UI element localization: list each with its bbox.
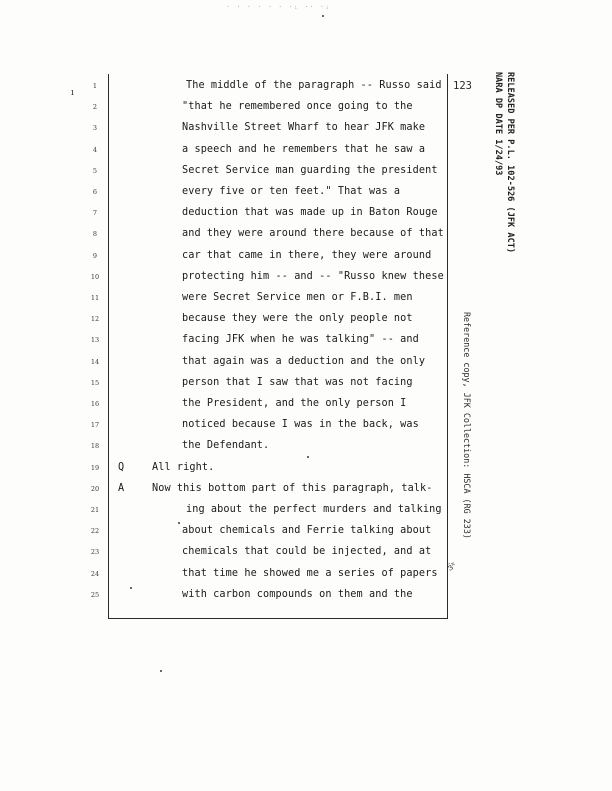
transcript-line: Nashville Street Wharf to hear JFK make xyxy=(182,122,426,134)
page-number: 123 xyxy=(453,80,472,92)
speaker-label: A xyxy=(118,482,125,494)
line-number: 22 xyxy=(90,527,100,536)
line-number: 2 xyxy=(92,103,98,112)
speaker-label: Q xyxy=(118,461,125,473)
transcript-line: that again was a deduction and the only xyxy=(182,355,426,367)
line-number: 1 xyxy=(92,82,98,90)
line-number: 16 xyxy=(90,400,100,408)
transcript-line: The middle of the paragraph -- Russo said xyxy=(186,80,442,91)
transcript-line: Now this bottom part of this paragraph, talk- xyxy=(152,482,433,494)
speck xyxy=(130,587,132,589)
transcript-line: and they were around there because of that xyxy=(182,228,444,240)
line-number: 11 xyxy=(90,294,100,302)
transcript-line: facing JFK when he was talking" -- and xyxy=(182,334,419,346)
release-stamp-text xyxy=(492,72,516,253)
transcript-line: Secret Service man guarding the president xyxy=(182,164,438,176)
line-number: 7 xyxy=(92,209,98,218)
line-number: 24 xyxy=(90,569,100,578)
speck xyxy=(307,456,309,458)
line-number: 23 xyxy=(90,548,100,557)
transcript-line: a speech and he remembers that he saw a xyxy=(182,143,426,155)
line-number: 18 xyxy=(90,442,100,451)
transcript-line: noticed because I was in the back, was xyxy=(182,419,419,431)
line-number: 10 xyxy=(90,272,100,281)
transcript-line: All right. xyxy=(152,461,215,473)
transcript-line: protecting him -- and -- "Russo knew these xyxy=(182,270,444,282)
transcript-line: with carbon compounds on them and the xyxy=(182,588,413,600)
margin-tick-mark: ı xyxy=(71,88,74,98)
transcript-line: car that came in there, they were around xyxy=(182,249,432,261)
transcript-line: because they were the only people not xyxy=(182,313,413,325)
line-number: 12 xyxy=(90,315,100,324)
release-stamp xyxy=(470,72,530,262)
release-stamp-line-2: NARA DP DATE 1/24/93 xyxy=(493,72,503,176)
line-number: 20 xyxy=(90,484,100,493)
speck xyxy=(160,670,162,672)
speck xyxy=(178,522,180,524)
transcript-line: person that I saw that was not facing xyxy=(182,376,413,388)
transcript-line: that time he showed me a series of papers xyxy=(182,567,438,579)
line-number: 5 xyxy=(92,166,98,175)
speck xyxy=(322,15,324,17)
line-number: 21 xyxy=(90,506,100,514)
transcript-line: "that he remembered once going to the xyxy=(182,101,413,113)
line-number: 17 xyxy=(90,421,100,430)
line-number: 8 xyxy=(92,230,98,239)
line-number: 15 xyxy=(90,378,100,387)
line-number: 14 xyxy=(90,357,100,366)
line-number: 19 xyxy=(90,463,100,472)
handwritten-mark: ɜ̈ˣ xyxy=(446,560,459,574)
header-smudge: · · · · · · ·ᵢ ·· ·ᵢ xyxy=(226,3,331,11)
line-number: 6 xyxy=(92,188,98,196)
line-number: 13 xyxy=(90,336,100,345)
transcript-frame xyxy=(108,74,448,619)
transcript-line: were Secret Service men or F.B.I. men xyxy=(182,292,413,303)
line-number: 4 xyxy=(92,145,98,154)
transcript-line: deduction that was made up in Baton Rouge xyxy=(182,207,438,219)
line-number: 25 xyxy=(90,590,100,599)
line-number: 3 xyxy=(92,124,98,133)
transcript-line: the President, and the only person I xyxy=(182,398,407,409)
transcript-line: every five or ten feet." That was a xyxy=(182,186,401,197)
release-stamp-line-1: RELEASED PER P.L. 102-526 (JFK ACT) xyxy=(505,72,515,254)
transcript-line: chemicals that could be injected, and at xyxy=(182,546,432,558)
line-number: 9 xyxy=(92,251,98,260)
transcript-line: the Defendant. xyxy=(182,440,270,452)
transcript-line: ing about the perfect murders and talking xyxy=(186,504,442,515)
reference-note xyxy=(458,312,478,732)
transcript-line: about chemicals and Ferrie talking about xyxy=(182,525,432,537)
reference-note-text: Reference copy, JFK Collection: HSCA (RG 233) xyxy=(462,312,472,539)
